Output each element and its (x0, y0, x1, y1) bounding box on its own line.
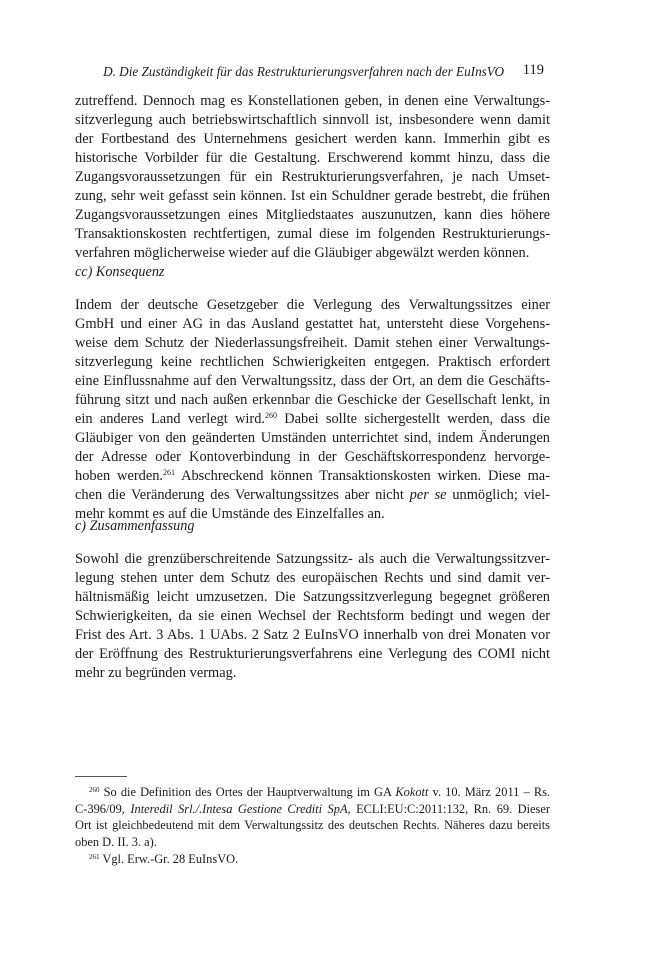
paragraph-2 (75, 296, 550, 524)
section-heading-konsequenz: cc) Konsequenz (75, 264, 165, 280)
text-line: Frist des Art. 3 Abs. 1 UAbs. 2 Satz 2 EuInsVO innerhalb von drei Monaten vor (75, 627, 550, 643)
text-span: So die Definition des Ortes der Hauptverwaltung im GA (99, 785, 396, 799)
footnote-ref-260[interactable]: 260 (265, 411, 278, 420)
running-head: D. Die Zuständigkeit für das Restrukturierungsverfahren nach der EuInsVO (103, 64, 504, 79)
footnote-line (75, 851, 550, 868)
text-line: der Fortbestand des Unternehmens gesichert werden kann. Immerhin gibt es (75, 131, 550, 147)
footnote-line (75, 801, 550, 818)
italic-term: per se (409, 487, 447, 503)
text-line: der Adresse oder Kontoverbindung in der Geschäftskorrespondenz hervorge- (75, 449, 550, 465)
section-heading-zusammenfassung: c) Zusammenfassung (75, 518, 195, 534)
text-line: Sowohl die grenzüberschreitende Satzungssitz- als auch die Verwaltungssitzver- (75, 551, 550, 567)
text-line: führung sitzt und nach außen erkennbar die Geschicke der Gesellschaft lenkt, in (75, 392, 550, 408)
text-line: Gläubiger von den geänderten Umständen unterrichtet sind, indem Änderungen (75, 430, 550, 446)
text-line: hältnismäßig leicht umzusetzen. Die Satzungssitzverlegung begegnet größeren (75, 589, 550, 605)
footnote-line: oben D. II. 3. a). (75, 834, 157, 849)
text-span: ein anderes Land verlegt wird. (75, 411, 266, 427)
text-line: eine Einflussnahme auf den Verwaltungssitz, dass der Ort, an dem die Geschäfts- (75, 373, 550, 389)
text-span: Vgl. Erw.-Gr. 28 EuInsVO. (99, 852, 239, 866)
text-line: zutreffend. Dennoch mag es Konstellationen geben, in denen eine Verwaltungs- (75, 93, 550, 109)
text-line: Transaktionskosten rechtfertigen, zumal diese im folgenden Restrukturierungs- (75, 226, 550, 242)
running-header (75, 58, 544, 80)
text-span: hoben werden. (75, 468, 163, 484)
text-line (75, 486, 550, 505)
italic-term: Interedil Srl./.Intesa Gestione Crediti SpA (130, 801, 348, 816)
text-span: v. 10. März 2011 – Rs. (428, 785, 551, 799)
text-span: Abschreckend können Transaktionskosten wirken. Diese ma- (175, 468, 550, 484)
footnote-line (75, 784, 550, 801)
footnote-number: 260 (89, 786, 100, 794)
paragraph-3 (75, 550, 550, 683)
footnote-ref-261[interactable]: 261 (163, 468, 175, 477)
text-line: sitzverlegung auch betriebswirtschaftlich sinnvoll ist, insbesondere wenn damit (75, 112, 550, 128)
text-line (75, 410, 550, 429)
text-line: Zugangsvoraussetzungen eines Mitgliedstaates auszunutzen, kann dies höhere (75, 207, 550, 223)
footnote-line: Ort ist gleichbedeutend mit dem Verwaltungssitz des deutschen Rechts. Näheres dazu bereits (75, 818, 550, 833)
italic-term: Kokott (395, 785, 429, 799)
text-line: legung stehen unter dem Schutz des europäischen Rechts und sind damit ver- (75, 570, 550, 586)
footnote-261 (75, 851, 550, 868)
text-line: Schwierigkeiten, da sie einen Wechsel der Rechtsform bedingt und wegen der (75, 608, 550, 624)
footnote-separator (75, 776, 127, 777)
text-line: mehr zu begründen vermag. (75, 665, 237, 681)
text-line: verfahren möglicherweise wieder auf die Gläubiger abgewälzt werden können. (75, 245, 530, 261)
text-line: zung, sehr weit gefasst sein können. Ist ein Schuldner gerade bestrebt, die frühen (75, 188, 550, 204)
text-line: sitzverlegung keine rechtlichen Schwierigkeiten entgegen. Praktisch erfordert (75, 354, 550, 370)
text-line: weise dem Schutz der Niederlassungsfreiheit. Damit stehen einer Verwaltungs- (75, 335, 550, 351)
text-line (75, 467, 550, 486)
text-span: chen die Veränderung des Verwaltungssitzes aber nicht (75, 487, 410, 503)
text-line: mehr kommt es auf die Umstände des Einzelfalles an. (75, 506, 385, 522)
text-span: unmöglich; viel- (446, 487, 550, 503)
text-line: historische Vorbilder für die Gestaltung. Erschwerend kommt hinzu, dass die (75, 150, 550, 166)
text-line: der Eröffnung des Restrukturierungsverfahrens eine Verlegung des COMI nicht (75, 646, 550, 662)
text-line: Indem der deutsche Gesetzgeber die Verlegung des Verwaltungssitzes einer (75, 297, 550, 313)
text-span: Dabei sollte sichergestellt werden, dass die (277, 411, 550, 427)
footnote-number: 261 (89, 853, 100, 861)
text-line: Zugangsvoraussetzungen für ein Restrukturierungsverfahren, je nach Umset- (75, 169, 550, 185)
text-span: , ECLI:EU:C:2011:132, Rn. 69. Dieser (347, 801, 550, 816)
footnote-260 (75, 784, 550, 850)
page-number: 119 (522, 62, 544, 78)
paragraph-1 (75, 92, 550, 263)
text-line: GmbH und einer AG in das Ausland gestattet hat, untersteht diese Vorgehens- (75, 316, 550, 332)
text-span: C-396/09, (75, 801, 131, 816)
